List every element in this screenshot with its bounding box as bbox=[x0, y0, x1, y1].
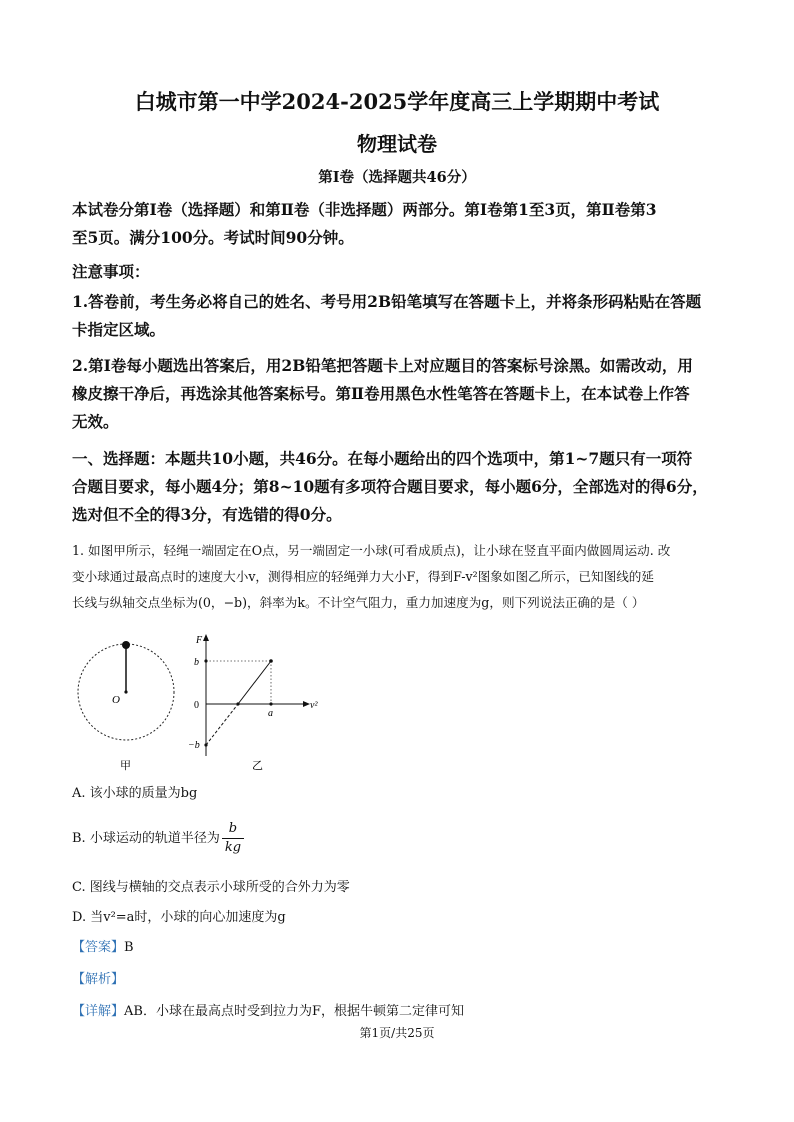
exam-title: 白城市第一中学2024-2025学年度高三上学期期中考试 bbox=[134, 89, 660, 114]
point-a bbox=[269, 702, 272, 705]
point-b bbox=[204, 659, 207, 662]
caption-left: 甲 bbox=[120, 759, 131, 772]
analysis-line bbox=[72, 968, 124, 987]
analysis-tag: 【解析】 bbox=[72, 972, 125, 987]
section-line: 一、选择题：本题共10小题，共46分。在每小题给出的四个选项中，第1~7题只有一项符 bbox=[72, 449, 693, 468]
detail-text: AB．小球在最高点时受到拉力为F，根据牛顿第二定律可知 bbox=[124, 1004, 464, 1019]
option-c: C. 图线与横轴的交点表示小球所受的合外力为零 bbox=[72, 880, 350, 895]
graph-line-solid bbox=[238, 661, 271, 704]
question-line: 长线与纵轴交点坐标为(0，−b)，斜率为k。不计空气阻力，重力加速度为g，则下列说法正确的是（ ） bbox=[72, 595, 645, 610]
caption-right: 乙 bbox=[252, 759, 263, 772]
notice-line: 1.答卷前，考生务必将自己的姓名、考号用2B铅笔填写在答题卡上，并将条形码粘贴在答题 bbox=[72, 292, 702, 311]
question-line: 变小球通过最高点时的速度大小v，测得相应的轻绳弹力大小F，得到F-v²图象如图乙所示，已知图线的延 bbox=[72, 569, 654, 584]
detail-tag: 【详解】 bbox=[72, 1004, 125, 1019]
fraction-numerator: b bbox=[222, 820, 244, 839]
notice-item-1 bbox=[72, 288, 732, 344]
point-end bbox=[269, 659, 273, 663]
option-b bbox=[72, 820, 244, 857]
ball-icon bbox=[122, 641, 130, 649]
option-a: A. 该小球的质量为bg bbox=[72, 786, 198, 801]
question-line: 1. 如图甲所示，轻绳一端固定在O点，另一端固定一小球(可看成质点)，让小球在竖直平面内做圆周运动. 改 bbox=[72, 543, 671, 558]
notice-line: 无效。 bbox=[72, 412, 119, 431]
answer-value: B bbox=[124, 940, 134, 955]
option-b-fraction bbox=[222, 820, 244, 857]
intro-paragraph bbox=[72, 196, 732, 252]
answer-tag: 【答案】 bbox=[72, 940, 125, 955]
detail-line bbox=[72, 1000, 464, 1019]
graph-line-dashed bbox=[206, 704, 238, 745]
question-1-figure bbox=[70, 632, 340, 774]
exam-subtitle: 物理试卷 bbox=[357, 132, 437, 156]
part-title: 第Ⅰ卷（选择题共46分） bbox=[318, 169, 476, 186]
section-instructions bbox=[72, 445, 732, 529]
section-line: 合题目要求，每小题4分；第8~10题有多项符合题目要求，每小题6分，全部选对的得6分， bbox=[72, 477, 708, 496]
center-label: O bbox=[112, 694, 120, 706]
notice-item-2 bbox=[72, 352, 732, 436]
intro-line: 至5页。满分100分。考试时间90分钟。 bbox=[72, 228, 354, 247]
page-number: 第1页/共25页 bbox=[359, 1026, 435, 1040]
intro-line: 本试卷分第Ⅰ卷（选择题）和第Ⅱ卷（非选择题）两部分。第Ⅰ卷第1至3页，第Ⅱ卷第3 bbox=[72, 200, 657, 219]
x-axis-arrow bbox=[303, 701, 310, 707]
option-b-text: B. 小球运动的轨道半径为 bbox=[72, 831, 220, 846]
answer-line bbox=[72, 936, 134, 955]
notice-line: 橡皮擦干净后，再选涂其他答案标号。第Ⅱ卷用黑色水性笔答在答题卡上，在本试卷上作答 bbox=[72, 384, 690, 403]
notice-label: 注意事项： bbox=[72, 262, 150, 281]
notice-line: 2.第Ⅰ卷每小题选出答案后，用2B铅笔把答题卡上对应题目的答案标号涂黑。如需改动，用 bbox=[72, 356, 693, 375]
tick-b: b bbox=[194, 657, 199, 668]
y-axis-label: F bbox=[196, 635, 203, 646]
center-point bbox=[124, 690, 127, 693]
notice-line: 卡指定区域。 bbox=[72, 320, 166, 339]
origin-label: 0 bbox=[194, 700, 199, 711]
option-d: D. 当v²=a时，小球的向心加速度为g bbox=[72, 910, 286, 925]
y-axis-arrow bbox=[203, 634, 209, 641]
section-line: 选对但不全的得3分，有选错的得0分。 bbox=[72, 505, 342, 524]
x-axis-label: v² bbox=[310, 700, 318, 711]
question-1-stem bbox=[72, 538, 724, 616]
tick-neg-b: −b bbox=[188, 740, 200, 751]
tick-a: a bbox=[268, 708, 273, 719]
point-x-intercept bbox=[236, 702, 239, 705]
fraction-denominator: kg bbox=[224, 840, 242, 855]
point-neg-b bbox=[204, 743, 207, 746]
